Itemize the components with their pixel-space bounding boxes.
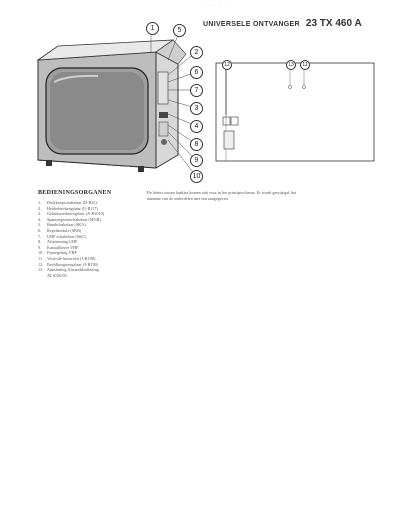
- callout-2: 2: [190, 46, 203, 59]
- callout-3: 3: [190, 102, 203, 115]
- callout-7: 7: [190, 84, 203, 97]
- list-item: 4. Spanningsomschakelaar (MGB): [38, 216, 101, 222]
- callout-10: 10: [190, 170, 203, 183]
- callout-6: 6: [190, 66, 203, 79]
- list-item: 13. Aansluiting Afstandsbediening: [38, 267, 99, 273]
- list-item: 9. Kanaalkiezer VHF: [38, 244, 79, 250]
- list-item: 3. Geluidssterkteregelaar (A-R1010): [38, 211, 105, 217]
- list-item: 6. Regelmodule (SKB): [38, 227, 82, 233]
- rear-panel-illustration: [212, 55, 377, 165]
- list-item: 7. UHF-schakelaar (SKC): [38, 233, 87, 239]
- list-item: 5. Bandschakelaar (SKA): [38, 222, 86, 228]
- callout-4: 4: [190, 120, 203, 133]
- callout-1: 1: [146, 22, 159, 35]
- callout-12: 12: [222, 60, 232, 70]
- section-title: BEDIENINGSORGANEN: [38, 190, 112, 196]
- header-title: UNIVERSELE ONTVANGER: [203, 21, 300, 28]
- list-item: 12. Beeldhoogteregelaar (3-R199): [38, 261, 99, 267]
- callout-8: 8: [190, 138, 203, 151]
- callout-5: 5: [173, 24, 186, 37]
- list-item: 8. Afstemming UHF: [38, 239, 78, 245]
- model-number: 23 TX 460 A: [305, 18, 362, 29]
- list-item: 1. Drukknopschakelaar (D-R45): [38, 200, 97, 205]
- callout-11: 11: [300, 60, 310, 70]
- list-item: 10. Fijnregeling VHF: [38, 250, 77, 256]
- page-header: [203, 18, 362, 29]
- callout-9: 9: [190, 154, 203, 167]
- callout-13: 13: [286, 60, 296, 70]
- list-item: AT 6530/05: [47, 272, 67, 278]
- list-item: 11. Verticale linearitéit (3-R198): [38, 255, 96, 261]
- list-item: 2. Helderheidsregelaar (U-R117): [38, 205, 98, 211]
- controls-list: [38, 200, 148, 278]
- legend-note: De letters tussen haakjes komen ook voor in het principeschema. Er wordt gewijzigd, het nummer van de onderdelen met een aangegeven.: [147, 190, 297, 201]
- page-mark: · · · · · ·: [205, 4, 233, 9]
